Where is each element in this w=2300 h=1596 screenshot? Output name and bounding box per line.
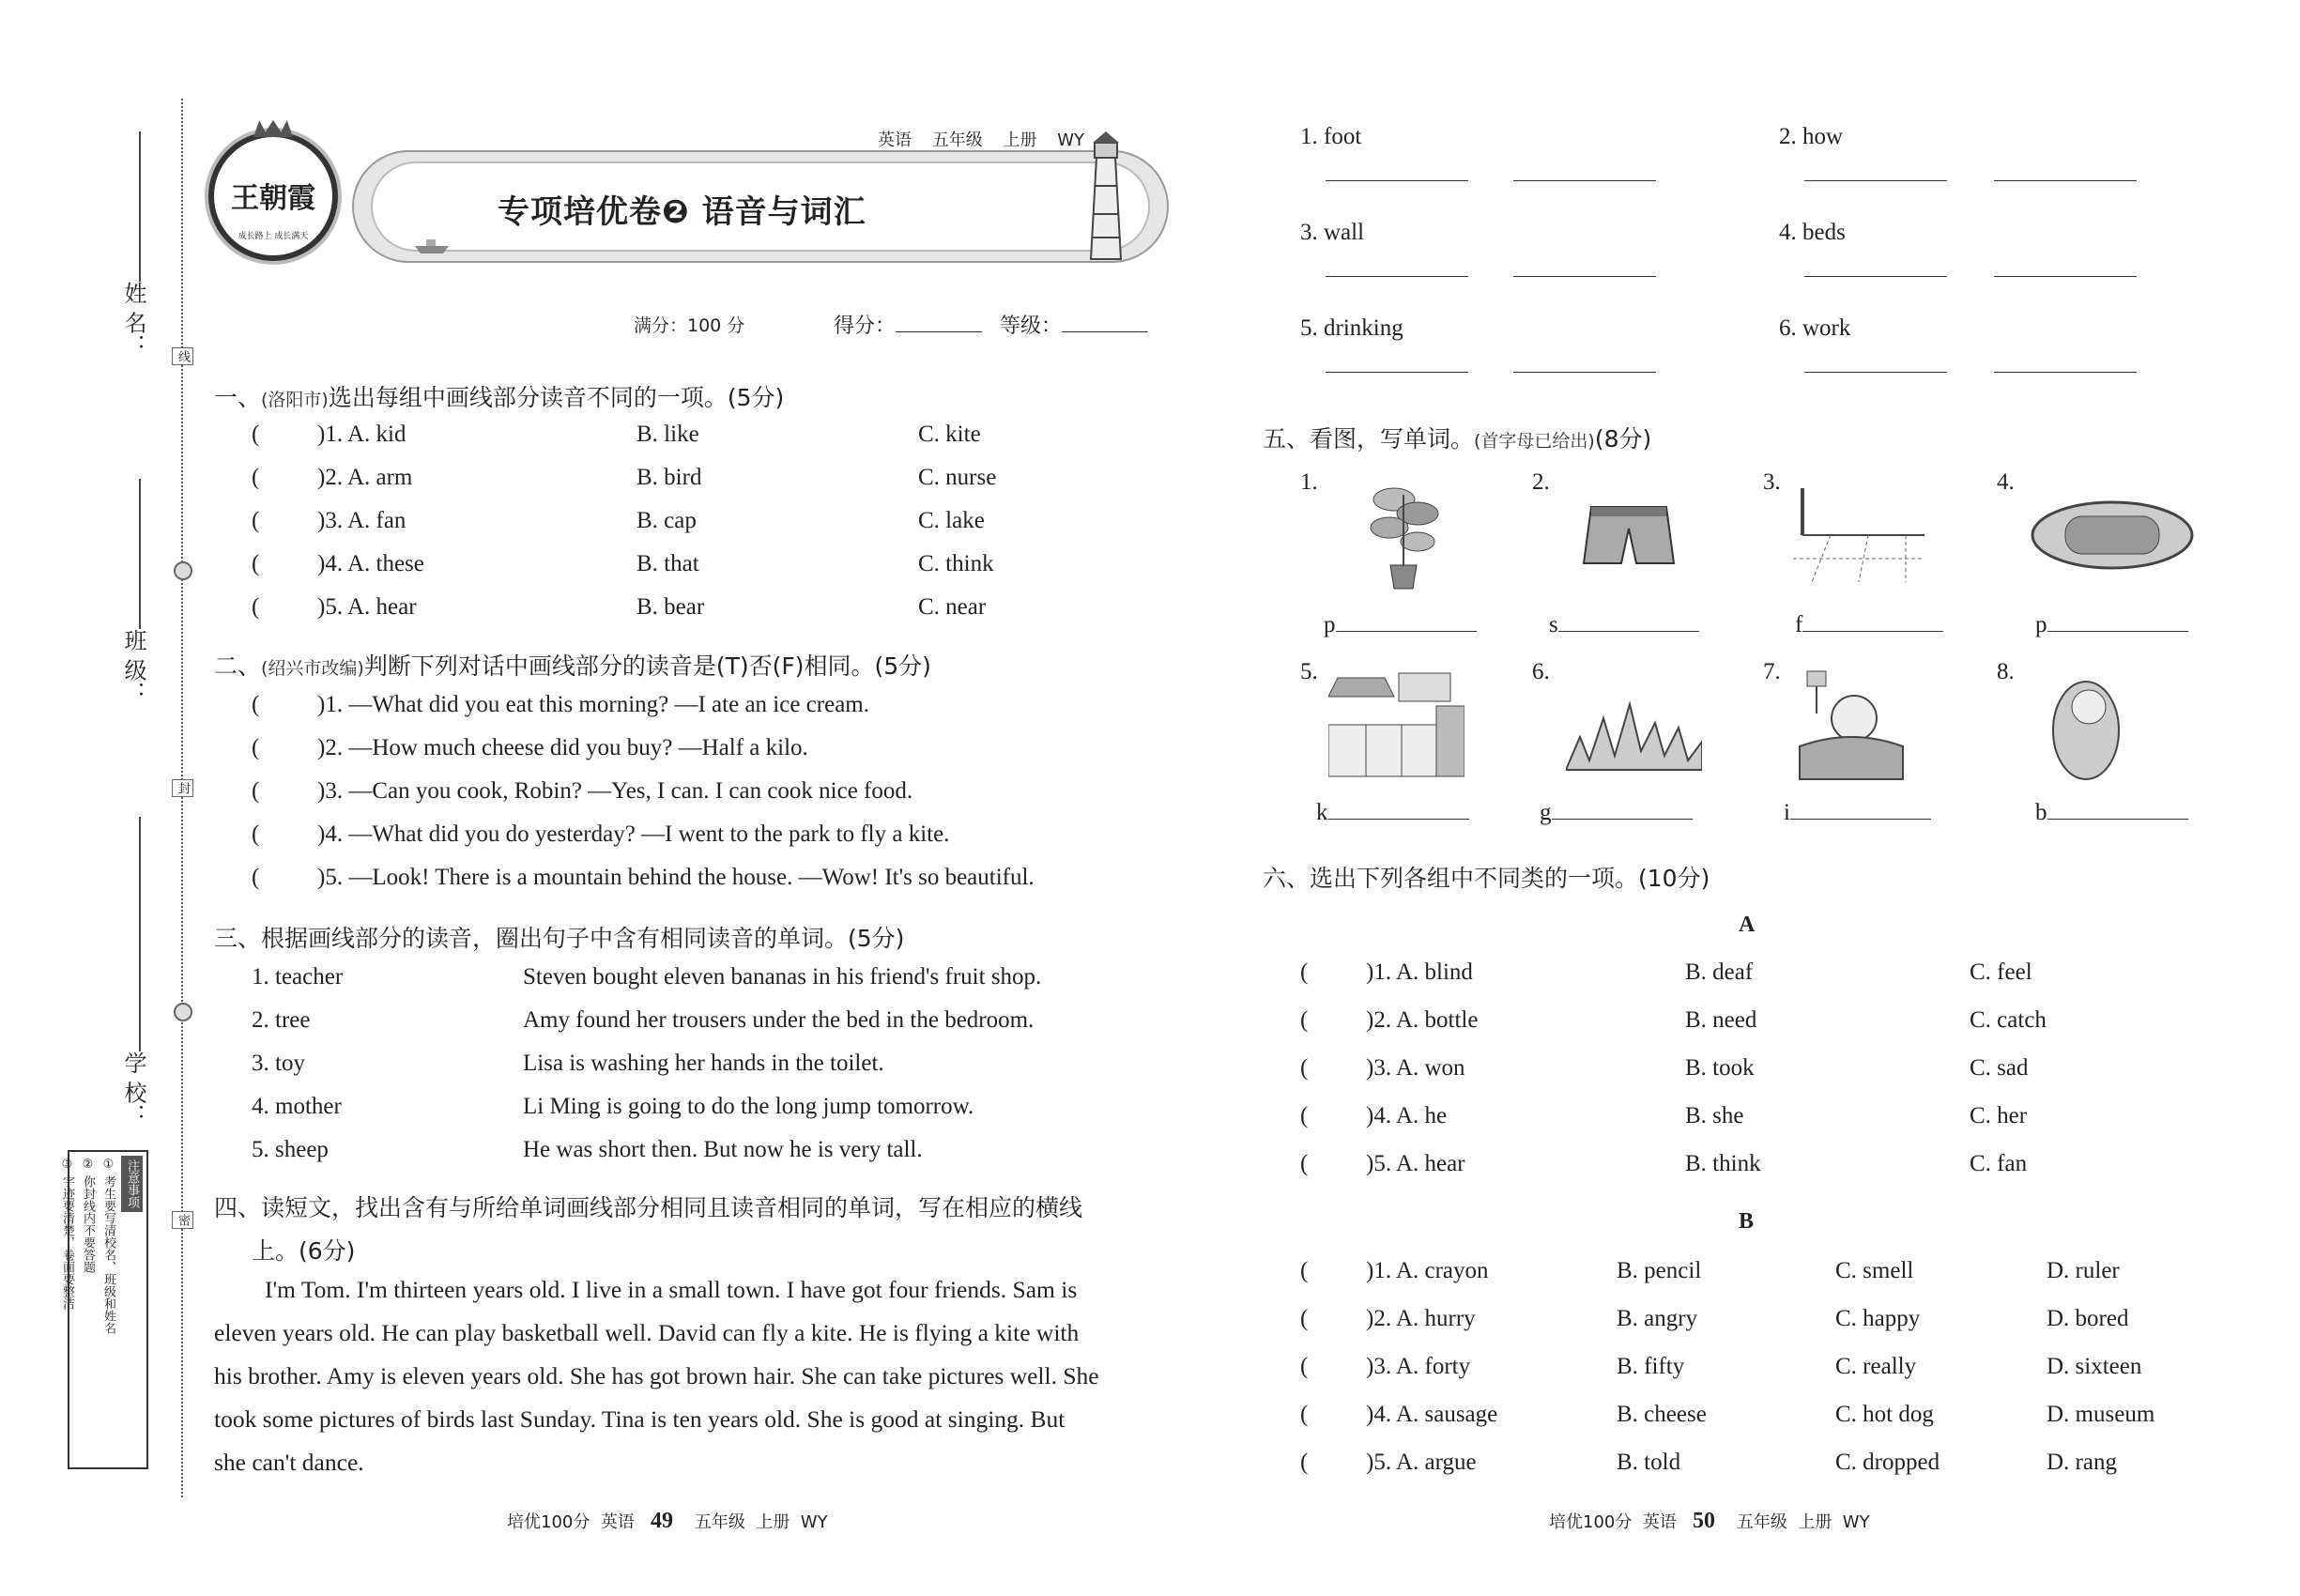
section-1-title: 一、(洛阳市)选出每组中画线部分读音不同的一项。(5分) — [214, 384, 785, 411]
school-label: 学 校： — [120, 1051, 146, 1127]
answer-blank[interactable] — [1994, 372, 2137, 373]
answer-blank[interactable] — [1513, 276, 1656, 277]
option-c: C. fan — [1970, 1151, 2028, 1176]
option-c: C. really — [1835, 1354, 1917, 1379]
answer-blank[interactable] — [1326, 180, 1468, 181]
item-number: 8. — [1997, 659, 2015, 684]
question-item: )3. A. won — [1366, 1055, 1465, 1081]
answer-paren[interactable]: ( — [252, 778, 260, 804]
sentence[interactable]: Amy found her trousers under the bed in the bedroom. — [523, 1007, 1035, 1033]
meta-subject: 英语 — [878, 130, 912, 150]
answer-paren[interactable]: ( — [1300, 959, 1309, 985]
answer-paren[interactable]: ( — [1300, 1103, 1309, 1128]
question-item: )5. A. hear — [317, 594, 417, 620]
item-number: 3. — [1763, 469, 1781, 495]
option-d: D. rang — [2047, 1450, 2117, 1475]
option-c: C. catch — [1970, 1007, 2047, 1033]
option-c: C. nurse — [918, 465, 997, 490]
item-number: 4. — [1997, 469, 2015, 495]
notice-title: 注意事项 — [121, 1156, 143, 1212]
answer-paren[interactable]: ( — [252, 692, 260, 717]
answer-paren[interactable]: ( — [252, 594, 260, 620]
answer-paren[interactable]: ( — [1300, 1306, 1309, 1331]
answer-blank[interactable] — [1994, 180, 2137, 181]
punch-hole — [174, 1003, 192, 1021]
class-line — [139, 479, 141, 629]
page-title: 专项培优卷❷ 语音与词汇 — [498, 193, 866, 231]
option-b: B. told — [1617, 1450, 1681, 1475]
option-b: B. deaf — [1685, 959, 1754, 985]
dialogue-item: )2. —How much cheese did you buy? —Half a kilo. — [317, 735, 808, 760]
option-b: B. like — [636, 422, 699, 447]
answer-paren[interactable]: ( — [252, 508, 260, 533]
answer-blank[interactable] — [1994, 276, 2137, 277]
option-c: C. kite — [918, 422, 981, 447]
group-a-label: A — [1739, 913, 1756, 937]
option-b: B. she — [1685, 1103, 1744, 1128]
letter-hint[interactable]: f — [1795, 612, 1943, 638]
passage-line: eleven years old. He can play basketball well. David can fly a kite. He is flying a kite with — [214, 1319, 1080, 1346]
question-item: )4. A. sausage — [1366, 1402, 1498, 1427]
meta-term: 上册 — [1003, 130, 1037, 150]
crown-icon — [253, 120, 293, 137]
cut-mark: 密 — [172, 1211, 193, 1229]
answer-paren[interactable]: ( — [1300, 1354, 1309, 1379]
option-c: C. her — [1970, 1103, 2028, 1128]
option-b: B. fifty — [1617, 1354, 1685, 1379]
answer-blank[interactable] — [1804, 180, 1947, 181]
logo-text: 王朝霞 — [231, 182, 315, 215]
option-c: C. hot dog — [1835, 1402, 1934, 1427]
sentence[interactable]: Li Ming is going to do the long jump tomorrow. — [523, 1094, 974, 1119]
pool-icon — [2028, 498, 2197, 573]
item-number: 7. — [1763, 659, 1781, 684]
given-word: 5. drinking — [1300, 315, 1403, 341]
answer-paren[interactable]: ( — [1300, 1402, 1309, 1427]
cut-mark: 封 — [172, 779, 193, 797]
section-3-title: 三、根据画线部分的读音，圈出句子中含有相同读音的单词。(5分) — [214, 925, 905, 952]
question-item: )4. A. he — [1366, 1103, 1448, 1128]
option-c: C. lake — [918, 508, 985, 533]
question-item: )2. A. arm — [317, 465, 413, 490]
option-c: C. feel — [1970, 959, 2032, 985]
item-number: 5. — [1300, 659, 1318, 684]
cut-line — [181, 99, 183, 1497]
letter-hint[interactable]: p — [2035, 612, 2188, 638]
letter-hint[interactable]: k — [1316, 800, 1469, 826]
class-label: 班 级： — [120, 629, 146, 704]
question-item: )5. A. argue — [1366, 1450, 1477, 1475]
meta-grade: 五年级 — [931, 130, 983, 150]
option-d: D. sixteen — [2047, 1354, 2142, 1379]
option-d: D. bored — [2047, 1306, 2129, 1331]
option-d: D. museum — [2047, 1402, 2155, 1427]
section-5-title: 五、看图，写单词。(首字母已给出)(8分) — [1263, 425, 1652, 453]
passage-line: took some pictures of birds last Sunday. Tina is ten years old. She is good at singing. But — [214, 1405, 1066, 1433]
answer-blank[interactable] — [1804, 372, 1947, 373]
given-word: 2. how — [1779, 124, 1844, 149]
answer-blank[interactable] — [1513, 180, 1656, 181]
passage-line: she can't dance. — [214, 1449, 364, 1476]
grade-field[interactable] — [1000, 310, 1148, 339]
grade-label: 等级： — [1000, 315, 1063, 338]
ill-child-icon — [1798, 667, 1906, 784]
target-word: 2. tree — [252, 1007, 311, 1033]
passage-line: I'm Tom. I'm thirteen years old. I live in a small town. I have got four friends. Sam is — [265, 1276, 1078, 1303]
page-number: 50 — [1692, 1509, 1715, 1533]
option-d: D. ruler — [2047, 1258, 2120, 1283]
option-c: C. happy — [1835, 1306, 1921, 1331]
given-word: 3. wall — [1300, 220, 1365, 245]
question-item: )5. A. hear — [1366, 1151, 1465, 1176]
baby-icon — [2047, 674, 2126, 782]
option-b: B. bird — [636, 465, 702, 490]
section-4-title-cont: 上。(6分) — [252, 1237, 356, 1265]
lighthouse-icon — [1078, 130, 1134, 261]
score-field[interactable] — [834, 310, 982, 339]
option-b: B. cheese — [1617, 1402, 1707, 1427]
punch-hole — [174, 561, 192, 580]
option-b: B. cap — [636, 508, 697, 533]
dialogue-item: )5. —Look! There is a mountain behind the house. —Wow! It's so beautiful. — [317, 865, 1035, 890]
answer-blank[interactable] — [1326, 276, 1468, 277]
score-label: 得分： — [834, 315, 897, 338]
option-c: C. dropped — [1835, 1450, 1940, 1475]
target-word: 5. sheep — [252, 1137, 329, 1162]
notice-item: ① 考生要写清校名、班级和姓名 — [101, 1158, 115, 1335]
full-score: 满分：100 分 — [634, 315, 745, 336]
given-word: 6. work — [1779, 315, 1851, 341]
option-c: C. near — [918, 594, 987, 620]
target-word: 1. teacher — [252, 964, 344, 990]
logo-slogan: 成长路上 成长满天 — [238, 232, 309, 241]
question-item: )1. A. blind — [1366, 959, 1473, 985]
letter-hint[interactable]: i — [1784, 800, 1931, 826]
option-c: C. think — [918, 551, 994, 576]
answer-paren[interactable]: ( — [1300, 1450, 1309, 1475]
plant-icon — [1366, 471, 1441, 593]
sentence[interactable]: Lisa is washing her hands in the toilet. — [523, 1051, 884, 1076]
option-b: B. that — [636, 551, 699, 576]
item-number: 1. — [1300, 469, 1318, 495]
option-b: B. bear — [636, 594, 705, 620]
name-line — [139, 131, 141, 282]
sentence[interactable]: He was short then. But now he is very tall. — [523, 1137, 923, 1162]
answer-blank[interactable] — [1513, 372, 1656, 373]
answer-paren[interactable]: ( — [1300, 1151, 1309, 1176]
option-b: B. need — [1685, 1007, 1757, 1033]
target-word: 3. toy — [252, 1051, 305, 1076]
target-word: 4. mother — [252, 1094, 342, 1119]
letter-hint[interactable]: p — [1324, 612, 1477, 638]
section-2-title: 二、(绍兴市改编)判断下列对话中画线部分的读音是(T)否(F)相同。(5分) — [214, 652, 931, 680]
option-c: C. smell — [1835, 1258, 1914, 1283]
page-number: 49 — [650, 1509, 673, 1533]
question-item: )2. A. bottle — [1366, 1007, 1479, 1033]
section-4-title: 四、读短文，找出含有与所给单词画线部分相同且读音相同的单词，写在相应的横线 — [214, 1194, 1083, 1221]
given-word: 1. foot — [1300, 124, 1362, 149]
letter-hint[interactable]: b — [2035, 800, 2188, 826]
grass-icon — [1566, 699, 1702, 775]
option-b: B. think — [1685, 1151, 1761, 1176]
cut-mark: 线 — [172, 347, 193, 365]
answer-paren[interactable]: ( — [252, 821, 260, 847]
group-b-label: B — [1739, 1209, 1755, 1234]
header-meta — [878, 127, 1084, 151]
item-number: 6. — [1532, 659, 1550, 684]
option-b: B. took — [1685, 1055, 1755, 1081]
question-item: )3. A. forty — [1366, 1354, 1471, 1379]
name-label: 姓 名： — [120, 282, 146, 357]
answer-paren[interactable]: ( — [252, 465, 260, 490]
dialogue-item: )3. —Can you cook, Robin? —Yes, I can. I can cook nice food. — [317, 778, 913, 804]
meta-edition: WY — [1057, 130, 1084, 150]
logo-badge — [208, 131, 338, 261]
answer-blank[interactable] — [1804, 276, 1947, 277]
item-number: 2. — [1532, 469, 1550, 495]
option-b: B. angry — [1617, 1306, 1698, 1331]
answer-paren[interactable]: ( — [252, 735, 260, 760]
letter-hint[interactable]: g — [1540, 800, 1693, 826]
boat-icon — [413, 237, 451, 255]
answer-paren[interactable]: ( — [1300, 1055, 1309, 1081]
shorts-icon — [1582, 502, 1676, 573]
floor-icon — [1793, 479, 1924, 582]
letter-hint[interactable]: s — [1549, 612, 1699, 638]
footer-left: 培优100分 英语 49 五年级 上册 WY — [507, 1509, 828, 1533]
option-c: C. sad — [1970, 1055, 2029, 1081]
dialogue-item: )1. —What did you eat this morning? —I ate an ice cream. — [317, 692, 869, 717]
question-item: )4. A. these — [317, 551, 424, 576]
answer-paren[interactable]: ( — [1300, 1258, 1309, 1283]
option-b: B. pencil — [1617, 1258, 1702, 1283]
question-item: )1. A. kid — [317, 422, 406, 447]
footer-right: 培优100分 英语 50 五年级 上册 WY — [1549, 1509, 1870, 1533]
answer-blank[interactable] — [1326, 372, 1468, 373]
kitchen-icon — [1328, 668, 1464, 781]
school-line — [139, 817, 141, 1051]
question-item: )1. A. crayon — [1366, 1258, 1489, 1283]
question-item: )2. A. hurry — [1366, 1306, 1476, 1331]
answer-paren[interactable]: ( — [252, 551, 260, 576]
section-6-title: 六、选出下列各组中不同类的一项。(10分) — [1263, 865, 1710, 892]
notice-item: ② 你封线内不要答题 — [81, 1158, 95, 1274]
passage-line: his brother. Amy is eleven years old. She has got brown hair. She can take pictures well. She — [214, 1362, 1099, 1389]
sentence[interactable]: Steven bought eleven bananas in his friend's fruit shop. — [523, 964, 1042, 990]
answer-paren[interactable]: ( — [252, 865, 260, 890]
dialogue-item: )4. —What did you do yesterday? —I went to the park to fly a kite. — [317, 821, 950, 847]
answer-paren[interactable]: ( — [252, 422, 260, 447]
notice-box: 注意事项 ① 考生要写清校名、班级和姓名 ② 你封线内不要答题 ③ 字迹要清楚，卷面要整洁 — [68, 1150, 148, 1469]
question-item: )3. A. fan — [317, 508, 406, 533]
answer-paren[interactable]: ( — [1300, 1007, 1309, 1033]
given-word: 4. beds — [1779, 220, 1846, 245]
